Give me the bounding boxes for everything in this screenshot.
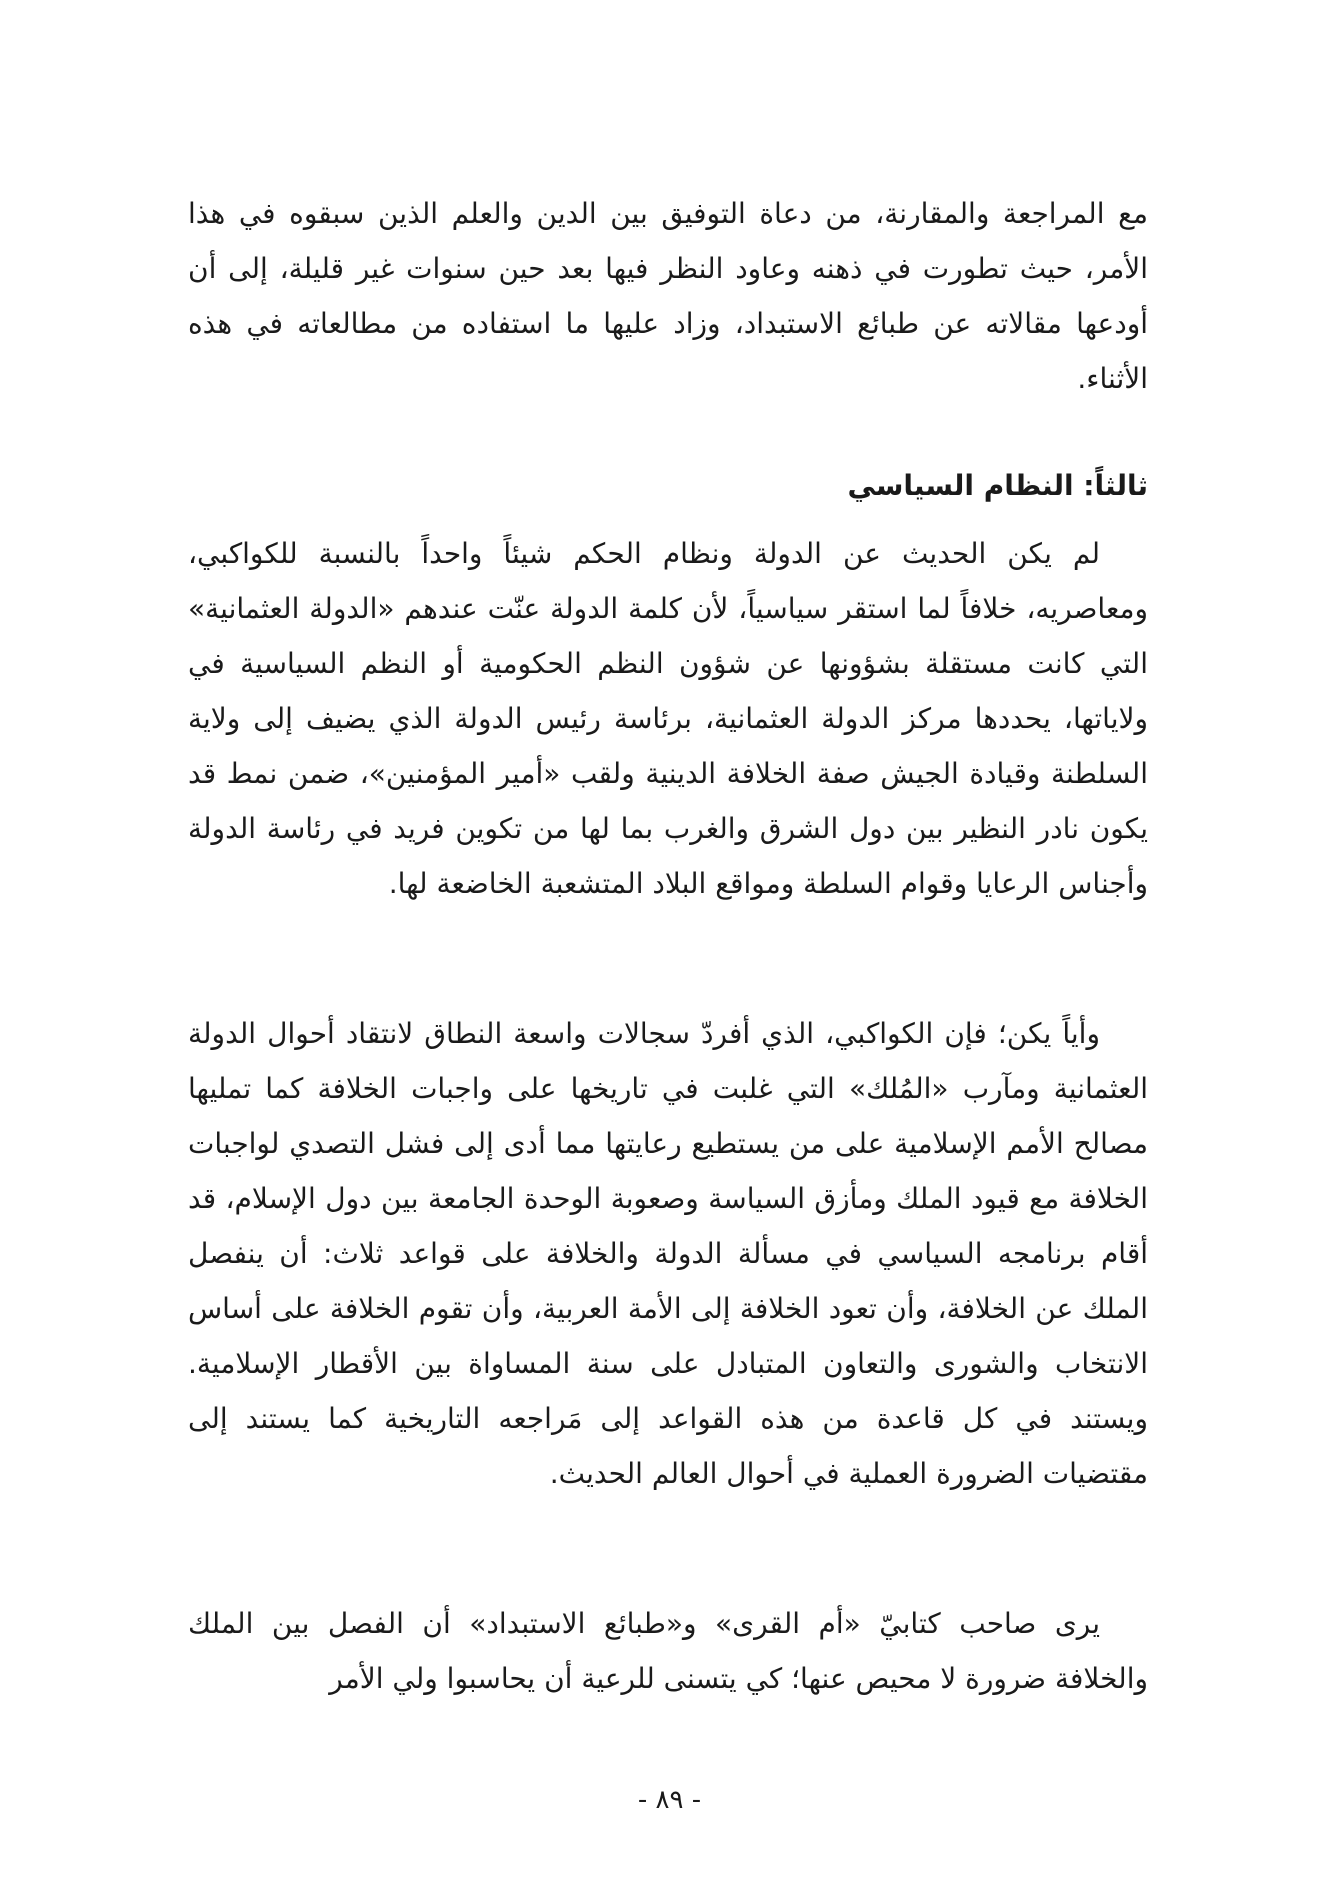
- page-number: - ٨٩ -: [637, 1785, 702, 1815]
- paragraph-separation: يرى صاحب كتابيّ «أم القرى» و«طبائع الاستبداد» أن الفصل بين الملك والخلافة ضرورة لا محيص عنها؛ كي يتسنى للرعية أن يحاسبوا ولي الأمر: [188, 1607, 1148, 1695]
- paragraph-political-system: لم يكن الحديث عن الدولة ونظام الحكم شيئاً واحداً بالنسبة للكواكبي، ومعاصريه، خلافاً لما استقر سياسياً، لأن كلمة الدولة عنّت عندهم «الدولة العثمانية» التي كانت مستقلة بشؤونها عن شؤون النظم الحكومية أو النظم السياسية في ولاياتها، يحددها مركز الدولة العثمانية، برئاسة رئيس الدولة الذي يضيف إلى ولاية السلطنة وقيادة الجيش صفة الخلافة الدينية ولقب «أمير المؤمنين»، ضمن نمط قد يكون نادر النظير بين دول الشرق والغرب بما لها من تكوين فريد في رئاسة الدولة وأجناس الرعايا وقوام السلطة ومواقع البلاد المتشعبة الخاضعة لها.: [188, 537, 1148, 900]
- paragraph-kawakibi-program: وأياً يكن؛ فإن الكواكبي، الذي أفردّ سجالات واسعة النطاق لانتقاد أحوال الدولة العثمانية ومآرب «المُلك» التي غلبت في تاريخها على واجبات الخلافة كما تمليها مصالح الأمم الإسلامية على من يستطيع رعايتها مما أدى إلى فشل التصدي لواجبات الخلافة مع قيود الملك ومأزق السياسة وصعوبة الوحدة الجامعة بين دول الإسلام، قد أقام برنامجه السياسي في مسألة الدولة والخلافة على قواعد ثلاث: أن ينفصل الملك عن الخلافة، وأن تعود الخلافة إلى الأمة العربية، وأن تقوم الخلافة على أساس الانتخاب والشورى والتعاون المتبادل على سنة المساواة بين الأقطار الإسلامية. ويستند في كل قاعدة من هذه القواعد إلى مَراجعه التاريخية كما يستند إلى مقتضيات الضرورة العملية في أحوال العالم الحديث.: [188, 1017, 1148, 1490]
- paragraph-intro: مع المراجعة والمقارنة، من دعاة التوفيق بين الدين والعلم الذين سبقوه في هذا الأمر، حيث تطورت في ذهنه وعاود النظر فيها بعد حين سنوات غير قليلة، إلى أن أودعها مقالاته عن طبائع الاستبداد، وزاد عليها ما استفاده من مطالعاته في هذه الأثناء.: [188, 197, 1148, 395]
- section-heading: ثالثاً: النظام السياسي: [847, 469, 1148, 502]
